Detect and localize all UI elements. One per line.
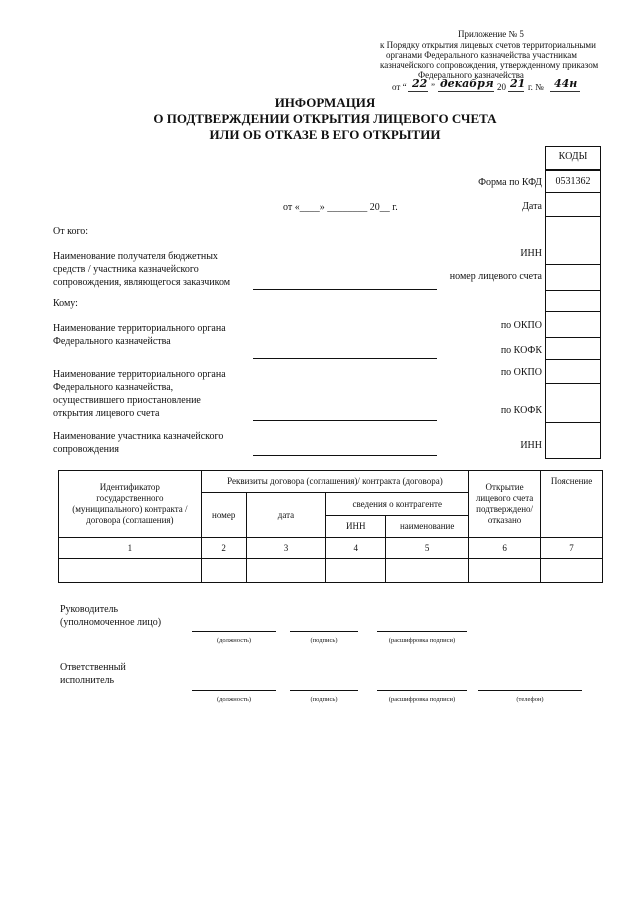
- title-line3: ИЛИ ОБ ОТКАЗЕ В ЕГО ОТКРЫТИИ: [209, 127, 441, 142]
- col-date-header: дата: [246, 493, 326, 538]
- suspended-line3: осуществившего приостановление: [53, 395, 201, 406]
- title-line2: О ПОДТВЕРЖДЕНИИ ОТКРЫТИЯ ЛИЦЕВОГО СЧЕТА: [153, 111, 497, 126]
- col-identifier-l4: договора (соглашения): [86, 515, 174, 525]
- executor-position-caption: (должность): [216, 696, 252, 703]
- head-position-caption: (должность): [216, 637, 252, 644]
- col-inn-header: ИНН: [326, 516, 386, 538]
- order-date-line: [382, 78, 592, 92]
- col-num-4: 4: [326, 538, 386, 559]
- page-title: [100, 95, 550, 143]
- head-decoding-line[interactable]: [377, 631, 467, 632]
- suspended-line1: Наименование территориального органа: [53, 369, 226, 380]
- head-signature-line[interactable]: [290, 631, 358, 632]
- col-num-7: 7: [541, 538, 603, 559]
- cell-empty[interactable]: [386, 559, 469, 583]
- col-contragent-header: сведения о контрагенте: [326, 493, 469, 516]
- cell-empty[interactable]: [201, 559, 246, 583]
- order-no-label: г. №: [528, 82, 544, 92]
- executor-signature-caption: (подпись): [310, 696, 338, 703]
- territorial-field-line: [253, 358, 437, 359]
- cell-empty[interactable]: [246, 559, 326, 583]
- appendix-line1: Приложение № 5: [458, 29, 524, 39]
- head-signature-caption: (подпись): [310, 637, 338, 644]
- col-num-6: 6: [469, 538, 541, 559]
- participant-line2: сопровождения: [53, 444, 119, 455]
- executor-line1: Ответственный: [60, 662, 126, 673]
- col-name-header: наименование: [386, 516, 469, 538]
- kofk2-code-label: по КОФК: [500, 405, 542, 416]
- col-num-2: 2: [201, 538, 246, 559]
- col-num-3: 3: [246, 538, 326, 559]
- recipient-line1: Наименование получателя бюджетных: [53, 251, 218, 262]
- head-label: [60, 603, 161, 629]
- executor-phone-line[interactable]: [478, 690, 582, 691]
- appendix-line4: казначейского сопровождения, утвержденному приказом: [380, 60, 599, 70]
- participant-line1: Наименование участника казначейского: [53, 431, 224, 442]
- head-line2: (уполномоченное лицо): [60, 617, 162, 628]
- territorial-line1: Наименование территориального органа: [53, 323, 226, 334]
- appendix-line3: органами Федерального казначейства участникам: [386, 50, 577, 60]
- column-number-row: [59, 538, 603, 559]
- form-code-value: 0531362: [555, 176, 591, 187]
- recipient-line2: средств / участника казначейского: [53, 264, 199, 275]
- cell-empty[interactable]: [541, 559, 603, 583]
- executor-decoding-caption: (расшифровка подписи): [388, 696, 456, 703]
- recipient-field-line: [253, 289, 437, 290]
- cell-empty[interactable]: [469, 559, 541, 583]
- order-year: 21: [510, 77, 526, 90]
- executor-signature-line[interactable]: [290, 690, 358, 691]
- to-label: Кому:: [53, 298, 78, 309]
- order-from-label: от “: [392, 82, 407, 92]
- order-month: декабря: [440, 77, 494, 90]
- account-number-label: номер лицевого счета: [449, 271, 542, 282]
- executor-line2: исполнитель: [60, 675, 115, 686]
- suspending-field-line: [253, 420, 437, 421]
- col-opening-header: [469, 471, 541, 538]
- executor-decoding-line[interactable]: [377, 690, 467, 691]
- col-details-header: Реквизиты договора (соглашения)/ контракта (договора): [201, 471, 468, 493]
- territorial-line2: Федерального казначейства: [53, 336, 171, 347]
- head-line1: Руководитель: [60, 604, 119, 615]
- okpo2-code-label: по ОКПО: [500, 367, 542, 378]
- recipient-line3: сопровождения, являющегося заказчиком: [53, 277, 231, 288]
- inn2-code-label: ИНН: [520, 440, 542, 451]
- executor-phone-caption: (телефон): [516, 696, 544, 703]
- title-line1: ИНФОРМАЦИЯ: [274, 95, 376, 110]
- recipient-name-label: [53, 250, 230, 289]
- suspended-line2: Федерального казначейства,: [53, 382, 174, 393]
- col-note-header: Пояснение: [541, 471, 603, 538]
- okpo-code-label: по ОКПО: [500, 320, 542, 331]
- order-quote: ”: [431, 82, 435, 92]
- appendix-line2: к Порядку открытия лицевых счетов территориальными: [380, 40, 596, 50]
- col-opening-l3: подтверждено/: [476, 504, 534, 514]
- col-identifier-l3: (муниципального) контракта /: [72, 504, 188, 514]
- codes-header: КОДЫ: [558, 151, 588, 162]
- order-year-prefix: 20: [497, 82, 506, 92]
- col-number-header: номер: [201, 493, 246, 538]
- table-row: [59, 559, 603, 583]
- territorial-body-label: [53, 322, 226, 348]
- date-code-label: Дата: [522, 201, 542, 212]
- kofk-code-label: по КОФК: [500, 345, 542, 356]
- order-number: 44н: [554, 77, 578, 90]
- from-label: От кого:: [53, 226, 89, 237]
- col-num-1: 1: [59, 538, 202, 559]
- col-identifier-l2: государственного: [96, 493, 164, 503]
- codes-column: [545, 146, 601, 459]
- contract-table: [58, 470, 603, 583]
- head-position-line[interactable]: [192, 631, 276, 632]
- participant-field-line: [253, 455, 437, 456]
- col-identifier-l1: Идентификатор: [99, 482, 160, 492]
- col-opening-l2: лицевого счета: [475, 493, 534, 503]
- suspending-body-label: [53, 368, 226, 420]
- suspended-line4: открытия лицевого счета: [53, 408, 160, 419]
- order-day: 22: [412, 77, 428, 90]
- cell-empty[interactable]: [326, 559, 386, 583]
- inn-code-label: ИНН: [520, 248, 542, 259]
- col-num-5: 5: [386, 538, 469, 559]
- col-identifier-header: [59, 471, 202, 538]
- executor-position-line[interactable]: [192, 690, 276, 691]
- document-date: от «____» ________ 20__ г.: [283, 202, 398, 213]
- form-code-label: Форма по КФД: [478, 177, 542, 188]
- head-decoding-caption: (расшифровка подписи): [388, 637, 456, 644]
- participant-label: [53, 430, 223, 456]
- col-opening-l4: отказано: [487, 515, 522, 525]
- col-opening-l1: Открытие: [485, 482, 524, 492]
- appendix-line5: Федерального казначейства: [418, 70, 524, 80]
- executor-label: [60, 661, 126, 687]
- cell-empty[interactable]: [59, 559, 202, 583]
